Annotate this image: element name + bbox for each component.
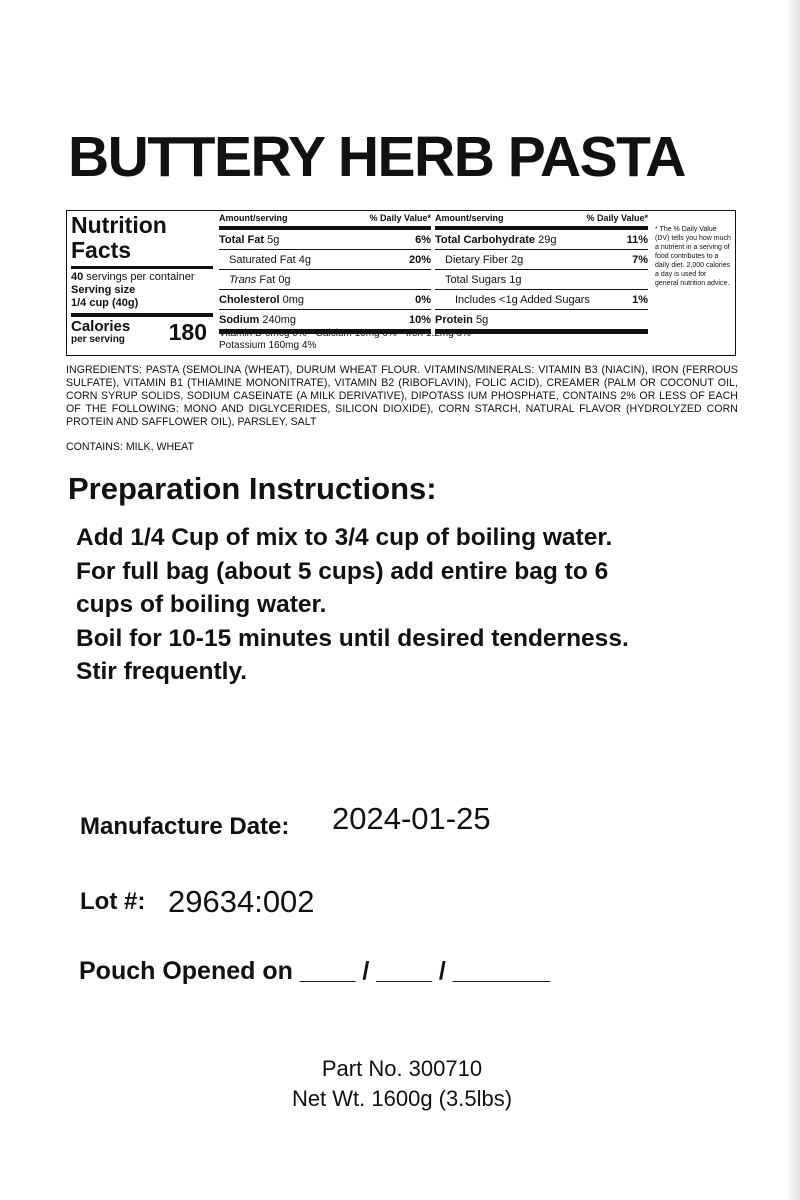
prep-line: For full bag (about 5 cups) add entire bag to 6 — [76, 557, 609, 585]
nutrient-dv: 6% — [415, 234, 431, 246]
nutrient-label: Total Fat — [219, 234, 265, 246]
calories-value: 180 — [168, 319, 207, 345]
calories-block — [71, 313, 213, 355]
nutrient-column-left — [219, 213, 431, 334]
prep-line: Add 1/4 Cup of mix to 3/4 cup of boiling water. — [76, 524, 613, 551]
nutrient-label: Dietary Fiber 2g — [445, 254, 524, 266]
nutrition-facts-panel — [66, 210, 736, 356]
column-header — [219, 213, 431, 230]
serving-size-value: 1/4 cup (40g) — [71, 297, 139, 309]
allergen-contains: CONTAINS: MILK, WHEAT — [66, 441, 194, 453]
vitamins-line-1: Vitamin D 0mcg 0% • Calcium 10mg 0% • Iron 1.2mg 6% — [219, 328, 471, 339]
nutrient-dv: 1% — [632, 294, 648, 306]
nutrient-dv: 10% — [408, 314, 431, 326]
prep-line: cups of boiling water. — [76, 591, 327, 618]
nutrition-divider — [71, 266, 213, 269]
nutrient-dv: 20% — [408, 254, 431, 266]
nutrient-label: Total Carbohydrate — [435, 234, 536, 246]
prep-line: Stir frequently. — [76, 658, 248, 685]
nutrient-column-right — [435, 213, 648, 334]
nutrient-amount: 5g — [475, 314, 489, 326]
calories-label: Calories — [71, 318, 131, 335]
manufacture-date-value: 2024-01-25 — [332, 801, 491, 836]
amount-header: Amount/serving — [435, 213, 504, 223]
net-weight: Net Wt. 1600g (3.5lbs) — [291, 1086, 513, 1111]
nutrient-dv: 7% — [632, 254, 648, 266]
servings-per-container — [71, 271, 213, 284]
nutrition-heading-1: Nutrition — [71, 212, 167, 238]
nutrient-amount: 5g — [267, 234, 280, 246]
nutrient-row-trans-fat — [219, 270, 431, 290]
vitamins-line-2: Potassium 160mg 4% — [219, 340, 317, 351]
pouch-opened-line: Pouch Opened on ____ / ____ / _______ — [79, 957, 551, 985]
nutrient-row-added-sugars — [435, 290, 648, 310]
page-edge-shadow — [786, 0, 800, 1200]
nutrient-label: Includes <1g Added Sugars — [455, 294, 590, 306]
nutrient-label: Fat 0g — [256, 274, 291, 286]
preparation-instructions — [76, 521, 766, 689]
product-title: BUTTERY HERB PASTA — [68, 125, 685, 189]
nutrition-left-block — [71, 213, 213, 355]
ingredients-text: INGREDIENTS: PASTA (SEMOLINA (WHEAT), DURUM WHEAT FLOUR. VITAMINS/MINERALS: VITAMIN B3 (NIACIN), IRON (FERROUS SULFATE), VITAMIN B1 (THIAMINE MONONITRATE), VITAMIN B2 (RIBOFLAVIN), FOLIC ACID), CREAMER (PALM OR COCONUT OIL, CORN SYRUP SOLIDS, SODIUM CASEINATE (A MILK DERIVATIVE), DIPOTASS IUM PHOSPHATE, CONTAINS 2% OR LESS OF EACH OF THE FOLLOWING: MONO AND DIGLYCERIDES, SILICON DIOXIDE), CORN STARCH, NATURAL FLAVOR (HYDROLYZED CORN PROTEIN AND SAFFLOWER OIL), PARSLEY, SALT — [66, 364, 738, 428]
daily-value-footnote: * The % Daily Value (DV) tells you how much a nutrient in a serving of food contributes to a daily diet. 2,000 calories a day is used for general nutrition advice. — [655, 226, 731, 287]
nutrient-row-dietary-fiber — [435, 250, 648, 270]
column-header — [435, 213, 648, 230]
nutrient-row-cholesterol — [219, 290, 431, 310]
nutrient-amount: 240mg — [262, 314, 297, 326]
nutrient-label: Sodium — [219, 314, 260, 326]
nutrition-heading-2: Facts — [71, 237, 132, 263]
amount-header: Amount/serving — [219, 213, 288, 223]
part-number: Part No. 300710 — [321, 1056, 483, 1081]
nutrient-amount: 0mg — [282, 294, 304, 306]
nutrient-label: Total Sugars 1g — [445, 274, 522, 286]
manufacture-date-label: Manufacture Date: — [80, 813, 290, 840]
nutrient-row-total-sugars — [435, 270, 648, 290]
preparation-title: Preparation Instructions: — [68, 471, 437, 506]
nutrient-row-total-fat — [219, 230, 431, 250]
nutrient-amount: 29g — [538, 234, 557, 246]
nutrient-row-total-carbohydrate — [435, 230, 648, 250]
nutrient-label: Cholesterol — [219, 294, 280, 306]
nutrient-dv: 11% — [626, 234, 648, 246]
prep-line: Boil for 10-15 minutes until desired tenderness. — [76, 624, 629, 652]
servings-text: servings per container — [83, 271, 195, 283]
nutrient-label-italic: Trans — [229, 274, 257, 286]
vitamins-minerals — [219, 328, 649, 352]
nutrient-label: Protein — [435, 314, 473, 326]
dv-header: % Daily Value* — [586, 213, 648, 223]
serving-size-label: Serving size — [71, 284, 136, 296]
nutrient-dv: 0% — [415, 294, 431, 306]
calories-sub: per serving — [71, 334, 125, 345]
nutrient-label: Saturated Fat 4g — [229, 254, 311, 266]
lot-number-label: Lot #: — [80, 888, 146, 915]
lot-number-value: 29634:002 — [168, 884, 315, 919]
nutrient-row-saturated-fat — [219, 250, 431, 270]
servings-count: 40 — [71, 271, 84, 283]
part-info — [0, 1054, 800, 1114]
dv-header: % Daily Value* — [369, 213, 431, 223]
